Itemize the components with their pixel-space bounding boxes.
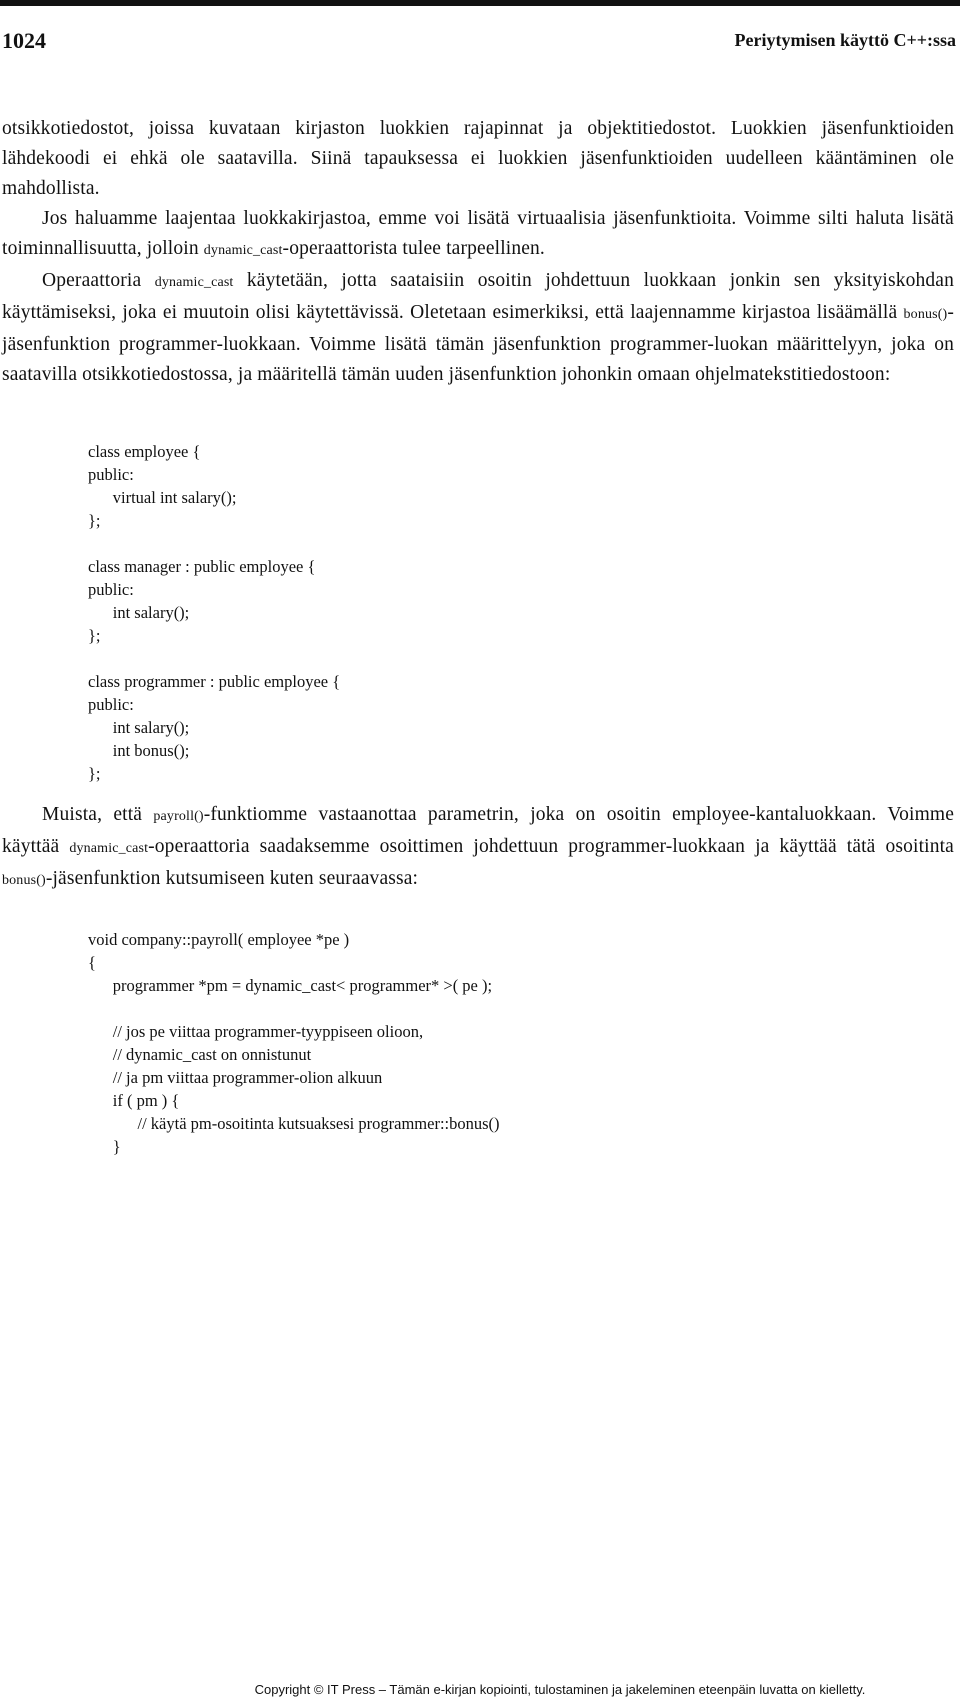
code-line: }: [88, 1137, 121, 1156]
code-line: [88, 997, 948, 1020]
code-line: void company::payroll( employee *pe ): [88, 930, 350, 949]
paragraph-4-text-a: Muista, että: [42, 804, 154, 825]
paragraph-2-text-a: Jos haluamme laajentaa luokkakirjastoa, emme voi lisätä virtuaalisia jäsenfunktioita. Voimme silti haluta lisätä toiminnallisuutta, jolloin: [2, 208, 954, 259]
inline-code-bonus: bonus(): [2, 873, 46, 888]
code-line: // ja pm viittaa programmer-olion alkuun: [88, 1068, 383, 1087]
paragraph-2: [2, 204, 954, 266]
code-line: class employee {: [88, 442, 201, 461]
paragraph-3: [2, 266, 954, 390]
paragraph-4-text-d: -jäsenfunktion kutsumiseen kuten seuraavassa:: [45, 868, 419, 889]
code-line: [88, 647, 948, 670]
code-line: [88, 532, 948, 555]
code-line: int salary();: [88, 603, 190, 622]
code-line: if ( pm ) {: [88, 1091, 180, 1110]
inline-code-bonus: bonus(): [903, 307, 948, 322]
page-number: 1024: [2, 28, 46, 53]
code-line: public:: [88, 580, 134, 599]
paragraph-3-text-b: käytetään, jotta saataisiin osoitin johdettuun luokkaan jonkin sen yksityiskohdan käyttämiseksi, joka ei muutoin olisi käytettävissä. Oletetaan esimerkiksi, että laajennamme kirjastoa lisäämällä: [2, 270, 954, 323]
code-block-payroll: [88, 928, 948, 1158]
code-line: class programmer : public employee {: [88, 672, 341, 691]
inline-code-dynamic-cast: dynamic_cast: [69, 841, 149, 856]
paragraph-3-text-c: -jäsenfunktion programmer-luokkaan. Voimme lisätä tämän jäsenfunktion programmer-luokan määrittelyyn, joka on saatavilla otsikkotiedostossa, ja määritellä tämän uuden jäsenfunktion johonkin omaan ohjelmatekstitiedostoon:: [2, 302, 954, 385]
paragraph-1: otsikkotiedostot, joissa kuvataan kirjaston luokkien rajapinnat ja objektitiedostot. Luokkien jäsenfunktioiden lähdekoodi ei ehkä ole saatavilla. Siinä tapauksessa ei luokkien jäsenfunktioiden uudelleen kääntäminen ole mahdollista.: [2, 118, 954, 199]
code-line: // käytä pm-osoitinta kutsuaksesi programmer::bonus(): [88, 1114, 500, 1133]
body-text-middle: [2, 800, 954, 896]
top-rule: [0, 0, 960, 6]
inline-code-dynamic-cast: dynamic_cast: [203, 243, 283, 258]
code-line: // jos pe viittaa programmer-tyyppiseen olioon,: [88, 1022, 424, 1041]
paragraph-4-text-c: -operaattoria saadaksemme osoittimen johdettuun programmer-luokkaan ja käyttää tätä osoitinta: [148, 836, 954, 857]
code-line: int bonus();: [88, 741, 190, 760]
copyright-text: Copyright © IT Press – Tämän e-kirjan kopiointi, tulostaminen ja jakeleminen eteenpäin luvatta on kielletty.: [254, 1682, 866, 1697]
code-line: int salary();: [88, 718, 190, 737]
code-block-class-definitions: [88, 440, 948, 785]
code-line: {: [88, 953, 96, 972]
body-text-top: [2, 114, 954, 390]
copyright-footer: [0, 1682, 960, 1697]
code-line: public:: [88, 465, 134, 484]
paragraph-3-text-a: Operaattoria: [42, 270, 155, 291]
code-line: };: [88, 626, 101, 645]
code-line: virtual int salary();: [88, 488, 237, 507]
code-line: class manager : public employee {: [88, 557, 316, 576]
code-line: // dynamic_cast on onnistunut: [88, 1045, 312, 1064]
inline-code-payroll: payroll(): [153, 809, 204, 824]
paragraph-4: [2, 800, 954, 896]
running-title: Periytymisen käyttö C++:ssa: [734, 30, 956, 50]
code-line: };: [88, 764, 101, 783]
code-line: public:: [88, 695, 134, 714]
code-line: };: [88, 511, 101, 530]
code-line: programmer *pm = dynamic_cast< programmer* >( pe );: [88, 976, 493, 995]
paragraph-4-text-b: -funktiomme vastaanottaa parametrin, joka on osoitin employee-kantaluokkaan. Voimme käyttää: [2, 804, 955, 857]
inline-code-dynamic-cast: dynamic_cast: [154, 275, 234, 290]
paragraph-2-text-b: -operaattorista tulee tarpeellinen.: [282, 238, 545, 259]
page-header: [0, 28, 956, 58]
